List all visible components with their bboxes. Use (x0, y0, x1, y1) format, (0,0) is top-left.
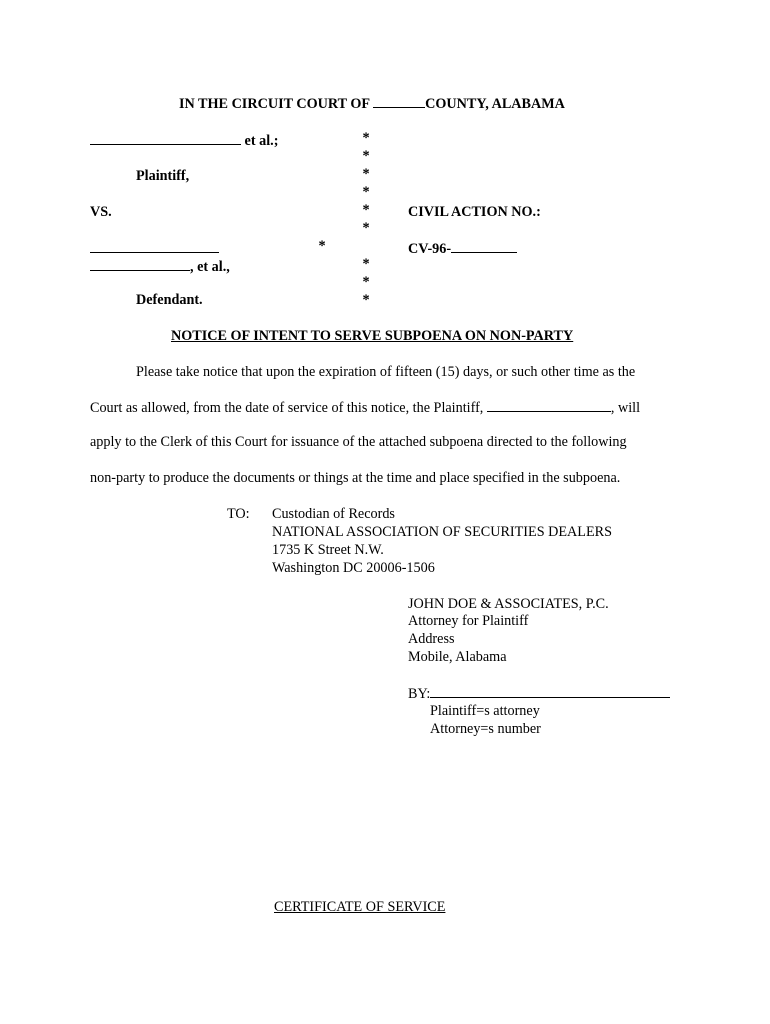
plaintiff-name-blank-body (487, 398, 611, 412)
notice-body-line-2 (90, 398, 640, 417)
caption-asterisk: * (362, 130, 370, 146)
caption-asterisk: * (362, 148, 370, 164)
civil-action-label: CIVIL ACTION NO.: (408, 204, 541, 220)
county-blank (373, 94, 425, 108)
defendant-suffix: , et al., (190, 259, 230, 275)
to-label: TO: (227, 506, 250, 522)
recipient-line: Washington DC 20006-1506 (272, 560, 435, 576)
defendant-name-blank (90, 239, 219, 253)
attorney-line: Mobile, Alabama (408, 649, 507, 665)
signature-line (408, 684, 670, 703)
caption-asterisk: * (362, 220, 370, 236)
attorney-line: Attorney for Plaintiff (408, 613, 529, 629)
by-label: BY: (408, 686, 431, 702)
caption-asterisk: * (362, 202, 370, 218)
caption-asterisk: * (362, 274, 370, 290)
defendant-blank-line (90, 239, 219, 258)
recipient-line: NATIONAL ASSOCIATION OF SECURITIES DEALERS (272, 524, 612, 540)
plaintiff-name-blank (90, 131, 241, 145)
plaintiff-label: Plaintiff, (136, 168, 190, 184)
case-number-prefix: CV-96- (408, 241, 452, 257)
notice-body-line-2-end: , will (610, 400, 641, 416)
court-heading (179, 94, 565, 113)
caption-asterisk: * (362, 166, 370, 182)
case-number-blank (451, 239, 517, 253)
caption-asterisk: * (362, 292, 370, 308)
defendant-name-line (90, 257, 230, 276)
notice-title: NOTICE OF INTENT TO SERVE SUBPOENA ON NON-PARTY (171, 328, 574, 344)
caption-asterisk: * (362, 184, 370, 200)
attorney-line: JOHN DOE & ASSOCIATES, P.C. (408, 596, 609, 612)
defendant-name-blank-2 (90, 257, 190, 271)
notice-body-line-4: non-party to produce the documents or things at the time and place specified in the subpoena. (90, 470, 621, 486)
court-heading-suffix: COUNTY, ALABAMA (425, 96, 565, 112)
recipient-line: Custodian of Records (272, 506, 395, 522)
caption-asterisk: * (362, 256, 370, 272)
notice-body-line-1: Please take notice that upon the expiration of fifteen (15) days, or such other time as the (136, 364, 636, 380)
defendant-label: Defendant. (136, 292, 203, 308)
notice-body-line-2-start: Court as allowed, from the date of service of this notice, the Plaintiff, (90, 400, 487, 416)
attorney-line: Address (408, 631, 455, 647)
notice-body-line-3: apply to the Clerk of this Court for issuance of the attached subpoena directed to the following (90, 434, 627, 450)
signature-blank (430, 684, 670, 698)
court-heading-prefix: IN THE CIRCUIT COURT OF (179, 96, 374, 112)
recipient-line: 1735 K Street N.W. (272, 542, 384, 558)
certificate-title: CERTIFICATE OF SERVICE (274, 899, 446, 915)
versus-label: VS. (90, 204, 112, 220)
plaintiff-name-line (90, 131, 278, 150)
signature-caption: Attorney=s number (430, 721, 541, 737)
caption-asterisk: * (318, 238, 326, 254)
case-number (408, 239, 517, 258)
signature-caption: Plaintiff=s attorney (430, 703, 540, 719)
plaintiff-suffix: et al.; (241, 133, 279, 149)
